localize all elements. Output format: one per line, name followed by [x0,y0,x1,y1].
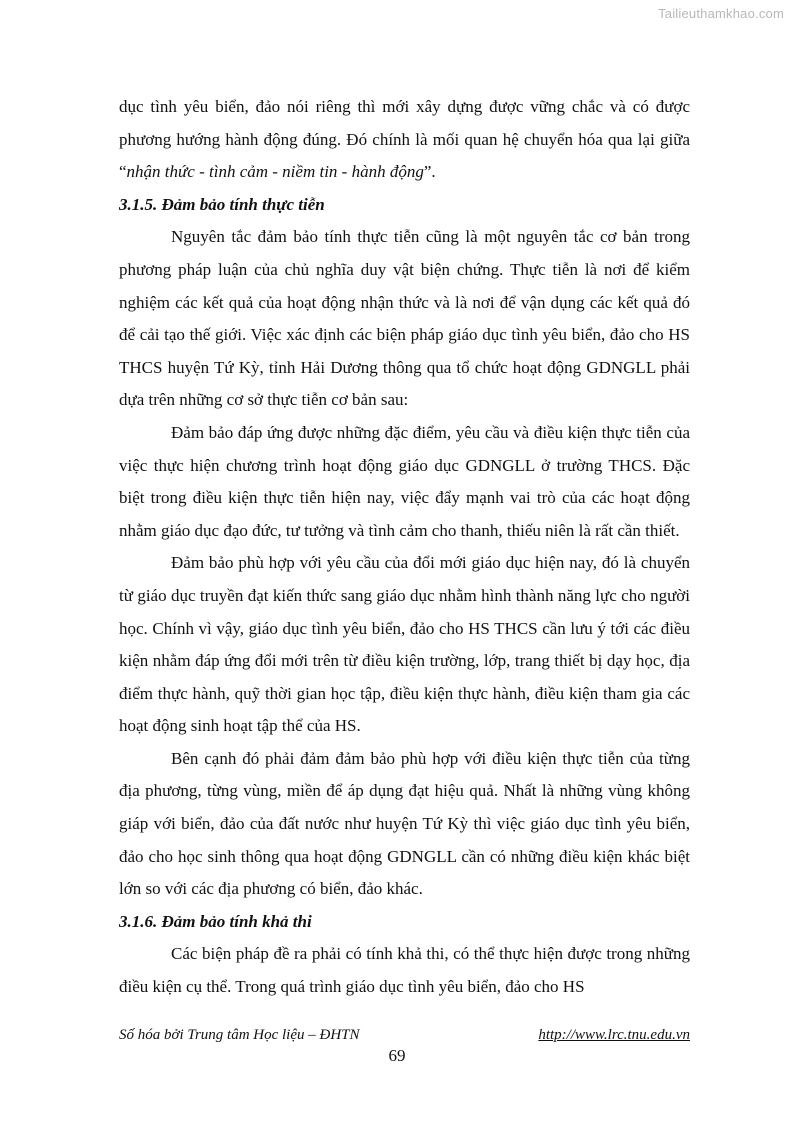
section-heading-3-1-5: 3.1.5. Đảm bảo tính thực tiễn [119,194,325,214]
paragraph-innovation: Đảm bảo phù hợp với yêu cầu của đổi mới giáo dục hiện nay, đó là chuyển từ giáo dục truyền đạt kiến thức sang giáo dục nhằm hình thành năng lực cho người học. Chính vì vậy, giáo dục tình yêu biển, đảo cho HS THCS cần lưu ý tới các điều kiện nhằm đáp ứng đổi mới trên từ điều kiện trường, lớp, trang thiết bị dạy học, địa điểm thực hành, quỹ thời gian học tập, điều kiện thực hành, điều kiện tham gia các hoạt động sinh hoạt tập thể của HS. [119,553,690,736]
paragraph-continuation-text: dục tình yêu biển, đảo nói riêng thì mới xây dựng được vững chắc và có được phương hướng hành động đúng. Đó chính là mối quan hệ chuyển hóa qua lại giữa “ [119,97,690,182]
watermark: Tailieuthamkhao.com [658,6,784,21]
page-body [119,91,690,1004]
paragraph-principle: Nguyên tắc đảm bảo tính thực tiễn cũng là một nguyên tắc cơ bản trong phương pháp luận của chủ nghĩa duy vật biện chứng. Thực tiễn là nơi để kiểm nghiệm các kết quả của hoạt động nhận thức và là nơi để vận dụng các kết quả đó để cải tạo thế giới. Việc xác định các biện pháp giáo dục tình yêu biển, đảo cho HS THCS huyện Tứ Kỳ, tỉnh Hải Dương thông qua tổ chức hoạt động GDNGLL phải dựa trên những cơ sở thực tiễn cơ bản sau: [119,227,690,410]
section-heading-3-1-6: 3.1.6. Đảm bảo tính khả thi [119,911,312,931]
page-number: 69 [388,1046,406,1065]
paragraph-continuation [119,91,690,189]
paragraph-continuation-end: ”. [423,162,436,182]
paragraph-requirements: Đảm bảo đáp ứng được những đặc điểm, yêu cầu và điều kiện thực tiễn của việc thực hiện chương trình hoạt động giáo dục GDNGLL ở trường THCS. Đặc biệt trong điều kiện thực tiễn hiện nay, việc đẩy mạnh vai trò của các hoạt động nhằm giáo dục đạo đức, tư tưởng và tình cảm cho thanh, thiếu niên là rất cần thiết. [119,422,690,540]
paragraph-feasibility: Các biện pháp đề ra phải có tính khả thi, có thể thực hiện được trong những điều kiện cụ thể. Trong quá trình giáo dục tình yêu biển, đảo cho HS [119,944,690,997]
paragraph-continuation-italic: nhận thức - tình cảm - niềm tin - hành động [126,162,424,182]
footer-link[interactable]: http://www.lrc.tnu.edu.vn [538,1027,690,1043]
footer-source: Số hóa bởi Trung tâm Học liệu – ĐHTN [119,1027,360,1043]
paragraph-local-conditions: Bên cạnh đó phải đảm đảm bảo phù hợp với điều kiện thực tiễn của từng địa phương, từng vùng, miền để áp dụng đạt hiệu quả. Nhất là những vùng không giáp với biển, đảo của đất nước như huyện Tứ Kỳ thì việc giáo dục tình yêu biển, đảo cho học sinh thông qua hoạt động GDNGLL cần có những điều kiện khác biệt lớn so với các địa phương có biển, đảo khác. [119,748,690,899]
